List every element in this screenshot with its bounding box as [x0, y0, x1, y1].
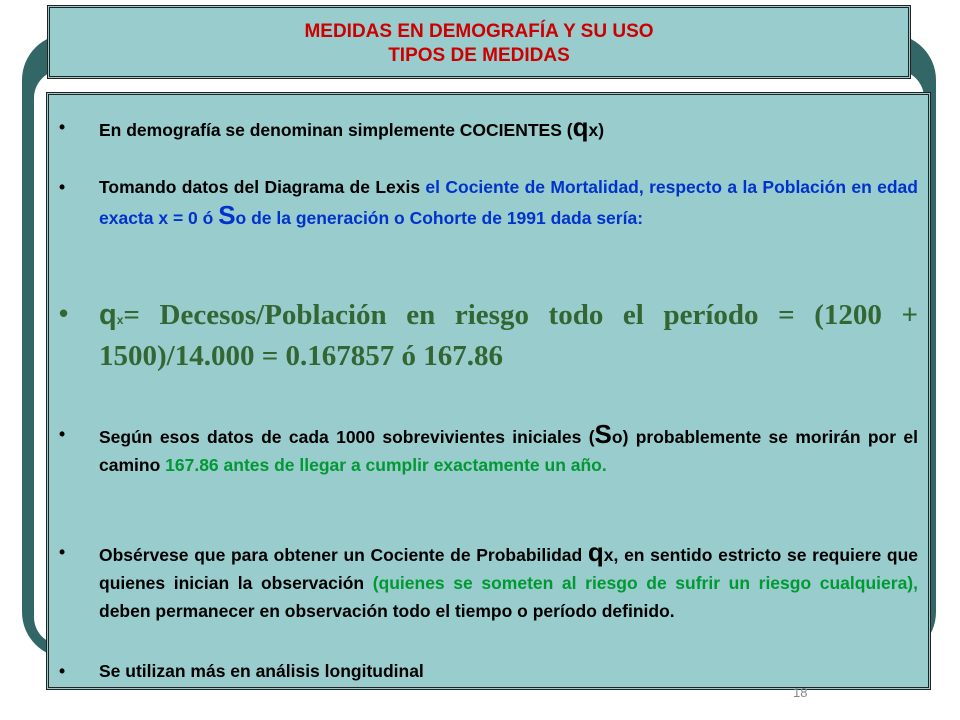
bullet-marker: •: [59, 177, 66, 197]
bullet-item-3-formula: [59, 297, 918, 374]
bullet-text-1: En demografía se denominan simplemente COCIENTES (qx): [99, 112, 605, 142]
bullet-text-5: Obsérvese que para obtener un Cociente de Probabilidad qx, en sentido estricto se requiere que quienes inician la observación (quienes se someten al riesgo de sufrir un riesgo cualquiera), deben permanecer en observación todo el tiempo o período definido.: [99, 537, 918, 621]
bullet-text-6: Se utilizan más en análisis longitudinal: [99, 661, 424, 681]
bullet-text-3: qx= Decesos/Población en riesgo todo el período = (1200 + 1500)/14.000 = 0.167857 ó 167.86: [99, 299, 918, 372]
bullet-marker: •: [59, 117, 66, 137]
title-line-2: TIPOS DE MEDIDAS: [388, 45, 570, 66]
bullet-item-6: [59, 657, 918, 685]
page-number: 18: [793, 685, 808, 700]
bullet-marker: •: [59, 661, 66, 681]
bullet-marker: •: [59, 298, 69, 328]
bullet-marker: •: [59, 542, 66, 562]
title-line-1: MEDIDAS EN DEMOGRAFÍA Y SU USO: [304, 21, 654, 42]
title-box: [47, 5, 911, 79]
content-box: [46, 92, 931, 690]
bullet-text-2: Tomando datos del Diagrama de Lexis el Cociente de Mortalidad, respecto a la Población en edad exacta x = 0 ó So de la generación o Cohorte de 1991 dada sería:: [99, 177, 918, 230]
bullet-marker: •: [59, 424, 66, 444]
bullet-item-5: [59, 538, 918, 625]
bullet-text-4: Según esos datos de cada 1000 sobrevivientes iniciales (So) probablemente se morirán por el camino 167.86 antes de llegar a cumplir exactamente un año.: [99, 419, 918, 475]
bullet-item-4: [59, 420, 918, 479]
bullet-item-1: [59, 113, 918, 144]
bullet-item-2: [59, 173, 918, 232]
